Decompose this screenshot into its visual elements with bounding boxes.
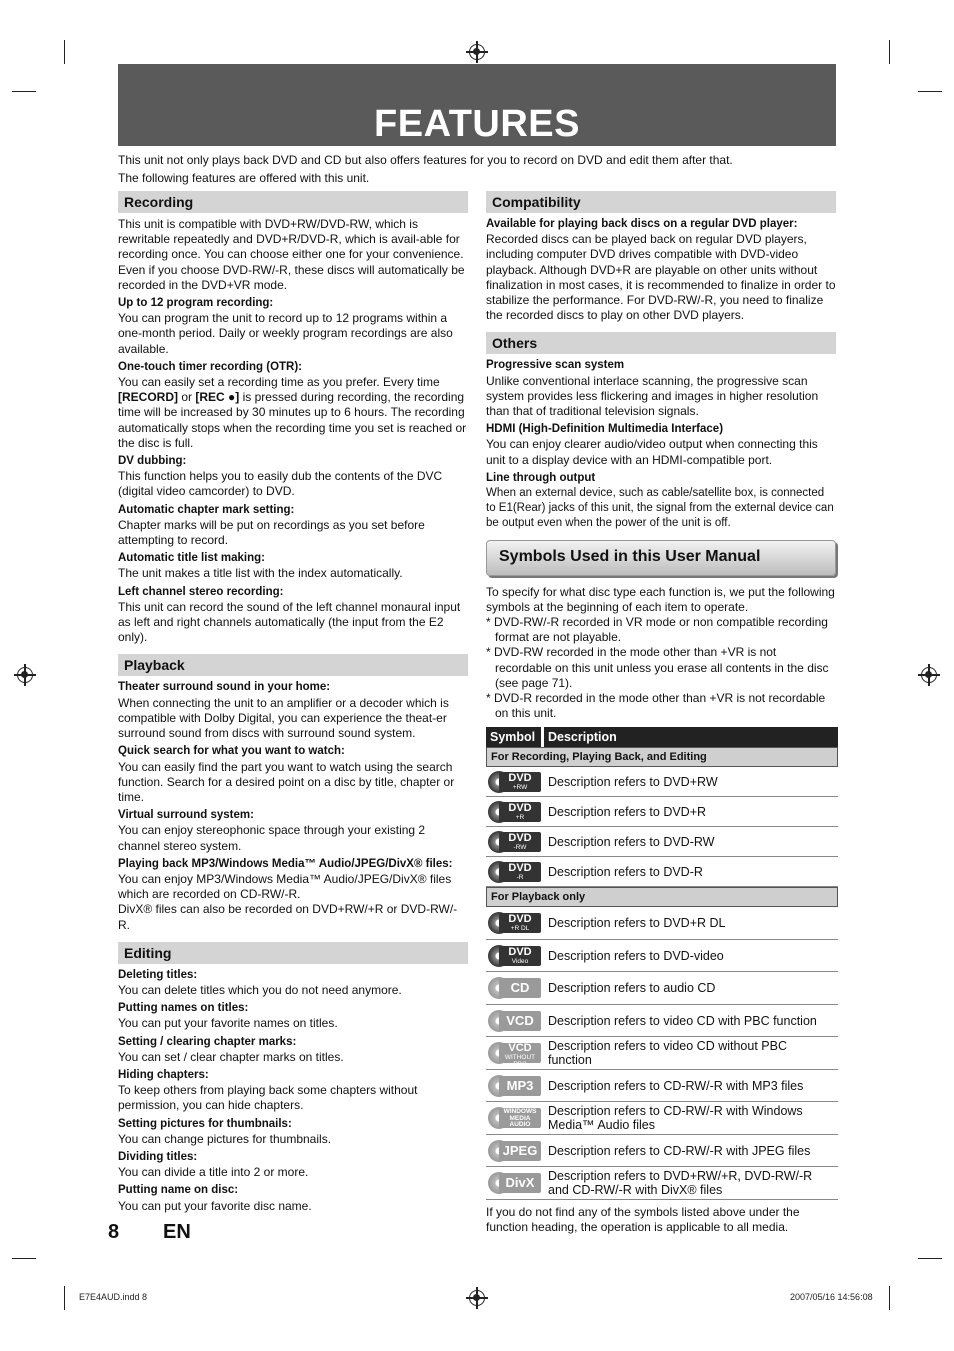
section-heading-editing: Editing — [118, 942, 468, 964]
jpeg-icon: JPEG — [488, 1140, 542, 1162]
file-name: E7E4AUD.indd 8 — [79, 1292, 148, 1302]
feature-title: Hiding chapters: — [118, 1068, 209, 1081]
section-heading-playback: Playback — [118, 654, 468, 676]
feature-text: You can enjoy MP3/Windows Media™ Audio/JPEG/DivX® files which are recorded on CD-RW/-R. — [118, 871, 452, 902]
feature-title: Automatic chapter mark setting: — [118, 503, 295, 516]
feature-title: Setting / clearing chapter marks: — [118, 1035, 297, 1048]
feature-title: Available for playing back discs on a regular DVD player: — [486, 218, 798, 230]
dvd-plus-r-dl-icon: DVD +R DL — [488, 912, 542, 934]
symbols-note: * DVD-R recorded in the mode other than +VR is not recordable on this unit. — [486, 691, 826, 721]
table-row: DVD -R Description refers to DVD-R — [486, 857, 838, 887]
table-row: DVD +R DL Description refers to DVD+R DL — [486, 907, 838, 940]
left-column — [118, 191, 468, 1214]
feature-title: Deleting titles: — [118, 968, 198, 981]
feature-text: Unlike conventional interlace scanning, the progressive scan system provides less flickering and images in higher resolution than that of traditional television signals. — [486, 373, 819, 419]
column-header-description: Description — [544, 727, 838, 747]
section-heading-others: Others — [486, 332, 836, 354]
crop-mark — [12, 91, 36, 92]
feature-title: Virtual surround system: — [118, 809, 254, 822]
feature-text: The unit makes a title list with the index automatically. — [118, 566, 403, 581]
feature-title: Line through output — [486, 471, 596, 484]
title-banner — [118, 64, 836, 146]
intro-line: This unit not only plays back DVD and CD but also offers features for you to record on DVD and edit them after that. — [118, 153, 733, 167]
group-row: For Recording, Playing Back, and Editing — [486, 747, 838, 767]
symbols-note: * DVD-RW recorded in the mode other than +VR is not recordable on this unit unless you erase all contents in the disc (see page 71). — [486, 645, 829, 690]
crop-mark — [889, 1286, 890, 1310]
feature-text: You can put your favorite names on titles. — [118, 1016, 338, 1031]
wma-icon: WINDOWS MEDIA AUDIO — [488, 1107, 542, 1129]
crop-mark — [64, 40, 65, 64]
feature-text: You can set / clear chapter marks on titles. — [118, 1049, 344, 1064]
intro — [118, 151, 836, 187]
feature-text: You can put your favorite disc name. — [118, 1198, 312, 1213]
dvd-plus-rw-icon: DVD +RW — [488, 771, 542, 793]
dvd-plus-r-icon: DVD +R — [488, 801, 542, 823]
feature-text: You can easily set a recording time as you prefer. Every time [RECORD] or [REC ●] is pressed during recording, the recording time will be increased by 30 minutes up to 6 hours. The recording automatically stops when the recording time you set is reached or the disc is full. — [118, 375, 467, 450]
feature-title: One-touch timer recording (OTR): — [118, 360, 302, 373]
symbols-outro: If you do not find any of the symbols listed above under the function heading, the operation is applicable to all media. — [486, 1204, 800, 1235]
registration-mark-icon — [469, 44, 485, 60]
registration-mark-icon — [469, 1290, 485, 1306]
page-title: FEATURES — [374, 103, 580, 145]
table-row: DVD +RW Description refers to DVD+RW — [486, 767, 838, 797]
feature-title: Left channel stereo recording: — [118, 585, 284, 598]
mp3-icon: MP3 — [488, 1075, 542, 1097]
table-row: DVD -RW Description refers to DVD-RW — [486, 827, 838, 857]
feature-title: Playing back MP3/Windows Media™ Audio/JPEG/DivX® files: — [118, 857, 453, 870]
registration-mark-icon — [17, 667, 33, 683]
feature-text: You can enjoy stereophonic space through your existing 2 channel stereo system. — [118, 823, 426, 853]
crop-mark — [918, 91, 942, 92]
symbols-table — [486, 727, 838, 1200]
feature-title: Quick search for what you want to watch: — [118, 745, 345, 758]
vcd-pbc-icon: VCD — [488, 1010, 542, 1032]
section-heading-recording: Recording — [118, 191, 468, 213]
feature-title: Setting pictures for thumbnails: — [118, 1117, 292, 1130]
crop-mark — [889, 40, 890, 64]
table-row: CD Description refers to audio CD — [486, 972, 838, 1005]
feature-title: Up to 12 program recording: — [118, 297, 274, 310]
feature-text: DivX® files can also be recorded on DVD+RW/+R or DVD-RW/-R. — [118, 902, 458, 932]
feature-text: To keep others from playing back some chapters without permission, you can hide chapters. — [118, 1083, 418, 1113]
feature-text: Chapter marks will be put on recordings as you set before attempting to record. — [118, 517, 425, 548]
symbols-note: * DVD-RW/-R recorded in VR mode or non compatible recording format are not playable. — [486, 615, 828, 645]
divx-icon: DivX — [488, 1172, 542, 1194]
rec-key: [REC ●] — [195, 390, 240, 405]
registration-mark-icon — [921, 667, 937, 683]
page-number: 8 — [108, 1221, 120, 1243]
feature-text: You can program the unit to record up to 12 programs within a one-month period. Daily or weekly program recordings are also available. — [118, 311, 453, 356]
audio-cd-icon: CD — [488, 977, 542, 999]
table-row: DVD +R Description refers to DVD+R — [486, 797, 838, 827]
feature-text: You can easily find the part you want to watch using the search function. Search for a desired point on a disc by title, chapter or time. — [118, 759, 455, 804]
feature-title: HDMI (High-Definition Multimedia Interface) — [486, 423, 724, 436]
dvd-minus-r-icon: DVD -R — [488, 861, 542, 883]
feature-text: You can change pictures for thumbnails. — [118, 1131, 332, 1146]
table-row: DVD Video Description refers to DVD-video — [486, 940, 838, 973]
feature-title: Automatic title list making: — [118, 552, 265, 565]
symbols-intro: To specify for what disc type each function is, we put the following symbols at the beginning of each item to operate. — [486, 584, 835, 614]
table-row: WINDOWS MEDIA AUDIO Description refers to CD-RW/-R with Windows Media™ Audio files — [486, 1102, 838, 1135]
feature-title: Theater surround sound in your home: — [118, 681, 331, 694]
table-row: JPEG Description refers to CD-RW/-R with JPEG files — [486, 1135, 838, 1168]
feature-text: You can enjoy clearer audio/video output when connecting this unit to a display device with an HDMI-compatible port. — [486, 437, 818, 467]
print-timestamp: 2007/05/16 14:56:08 — [790, 1292, 873, 1302]
feature-text: This function helps you to easily dub the contents of the DVC (digital video camcorder) to DVD. — [118, 469, 443, 499]
dvd-video-icon: DVD Video — [488, 945, 542, 967]
feature-text: When connecting the unit to an amplifier or a decoder which is compatible with Dolby Digital, you can experience the theat-er surround sound from discs with surround sound system. — [118, 695, 449, 741]
intro-line: The following features are offered with this unit. — [118, 171, 370, 185]
table-row: DivX Description refers to DVD+RW/+R, DVD-RW/-R and CD-RW/-R with DivX® files — [486, 1167, 838, 1200]
record-key: [RECORD] — [118, 390, 178, 405]
table-row: VCD Description refers to video CD with PBC function — [486, 1005, 838, 1038]
vcd-without-pbc-icon: VCD WITHOUT PBC — [488, 1042, 542, 1064]
crop-mark — [12, 1258, 36, 1259]
crop-mark — [918, 1258, 942, 1259]
table-row: VCD WITHOUT PBC Description refers to video CD without PBC function — [486, 1037, 838, 1070]
column-header-symbol: Symbol — [486, 727, 544, 747]
table-row: MP3 Description refers to CD-RW/-R with MP3 files — [486, 1070, 838, 1103]
group-row: For Playback only — [486, 887, 838, 907]
right-column — [486, 191, 836, 1235]
crop-mark — [64, 1286, 65, 1310]
feature-text: This unit can record the sound of the left channel monaural input as left and right channels automatically (the input from the E2 only). — [118, 599, 461, 645]
feature-text: When an external device, such as cable/satellite box, is connected to E1(Rear) jacks of this unit, the signal from the external device can be output even when the power of the unit is off. — [486, 487, 834, 530]
feature-text: You can divide a title into 2 or more. — [118, 1165, 309, 1180]
recording-lead: This unit is compatible with DVD+RW/DVD-RW, which is rewritable repeatedly and DVD+R/DVD-R, which is avail-able for recording once. You can choose either one for your convenience. Even if you choose DVD-RW/-R, these discs will automatically be recorded in the DVD+VR mode. — [118, 217, 465, 292]
dvd-minus-rw-icon: DVD -RW — [488, 831, 542, 853]
feature-title: DV dubbing: — [118, 455, 187, 468]
feature-title: Putting name on disc: — [118, 1184, 239, 1197]
feature-title: Putting names on titles: — [118, 1002, 249, 1015]
feature-title: Progressive scan system — [486, 359, 625, 372]
feature-title: Dividing titles: — [118, 1150, 198, 1163]
feature-text: Recorded discs can be played back on regular DVD players, including computer DVD drives compatible with DVD-video playback. Although DVD+R are playable on other units without finalization in most cases, it is recommended to finalize in order to stabilize the performance. For DVD-RW/-R, you need to finalize the recorded discs to play on other DVD players. — [486, 232, 836, 323]
section-heading-compatibility: Compatibility — [486, 191, 836, 213]
feature-text: You can delete titles which you do not need anymore. — [118, 982, 402, 997]
symbols-heading: Symbols Used in this User Manual — [486, 540, 836, 576]
page-language: EN — [163, 1221, 191, 1243]
